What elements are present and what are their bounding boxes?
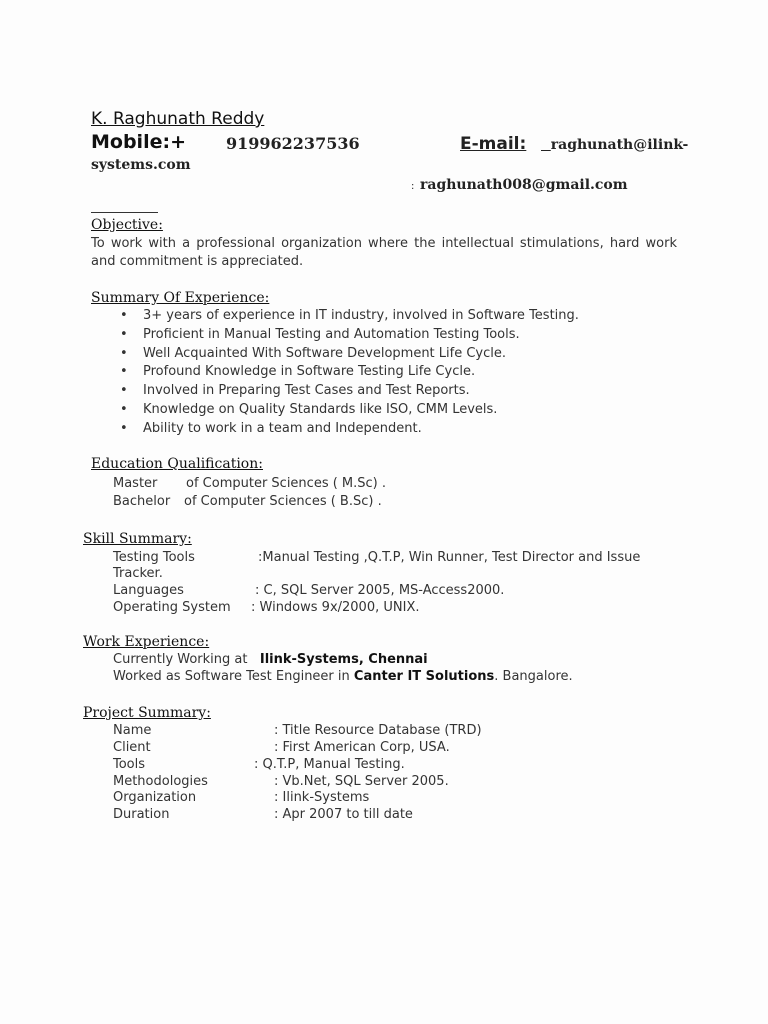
project-client-label: Client [113, 740, 151, 755]
header-divider [91, 212, 158, 213]
education-field-master: of Computer Sciences ( M.Sc) . [186, 476, 387, 491]
work-current: Currently Working at Ilink-Systems, Chennai [113, 652, 428, 667]
project-duration-value: : Apr 2007 to till date [274, 807, 413, 822]
email-secondary: raghunath008@gmail.com [420, 177, 628, 193]
work-heading: Work Experience: [83, 634, 210, 650]
list-item: • Involved in Preparing Test Cases and Test Reports. [120, 383, 470, 399]
project-duration-label: Duration [113, 807, 170, 822]
candidate-name: K. Raghunath Reddy [91, 109, 265, 129]
list-item: • Knowledge on Quality Standards like ISO, CMM Levels. [120, 401, 498, 417]
project-heading: Project Summary: [83, 705, 211, 721]
work-past: Worked as Software Test Engineer in Canter IT Solutions. Bangalore. [113, 669, 573, 684]
objective-text: To work with a professional organization where the intellectual stimulations, hard work and commitment is appreciated. [91, 236, 677, 269]
list-item: • Proficient in Manual Testing and Automation Testing Tools. [120, 326, 520, 342]
education-level-bachelor: Bachelor [113, 494, 171, 509]
email-secondary-colon: : [411, 181, 415, 192]
project-tools-label: Tools [113, 757, 146, 772]
list-item: • Ability to work in a team and Independent. [120, 420, 422, 436]
summary-list [120, 307, 579, 439]
bullet-icon: • [120, 420, 128, 436]
project-name-value: : Title Resource Database (TRD) [274, 723, 482, 738]
education-level-master: Master [113, 476, 158, 491]
work-current-company: Ilink-Systems, Chennai [259, 652, 428, 667]
project-name-label: Name [113, 723, 152, 738]
bullet-icon: • [120, 401, 128, 417]
mobile-number: 919962237536 [226, 134, 360, 153]
bullet-icon: • [120, 364, 128, 380]
email-primary [541, 137, 688, 153]
education-field-bachelor: of Computer Sciences ( B.Sc) . [184, 494, 382, 509]
email-label: E-mail: [460, 134, 527, 154]
skill-testing-tools-value-cont: Tracker. [113, 566, 163, 581]
bullet-icon: • [120, 308, 128, 323]
mobile-label: Mobile:+ [91, 131, 186, 153]
skill-os-value: : Windows 9x/2000, UNIX. [251, 600, 420, 615]
objective-heading: Objective: [91, 217, 163, 233]
list-item: • Profound Knowledge in Software Testing Life Cycle. [120, 364, 476, 380]
skill-os-label: Operating System [113, 600, 231, 615]
project-client-value: : First American Corp, USA. [274, 740, 450, 755]
summary-heading: Summary Of Experience: [91, 290, 270, 306]
project-methodologies-value: : Vb.Net, SQL Server 2005. [274, 774, 449, 789]
project-organization-label: Organization [113, 790, 197, 805]
list-item: • Well Acquainted With Software Development Life Cycle. [120, 345, 507, 361]
email-primary-part1: raghunath@ilink- [550, 137, 689, 153]
skill-languages-label: Languages [113, 583, 184, 598]
list-item: • 3+ years of experience in IT industry, involved in Software Testing. [120, 308, 579, 323]
skills-heading: Skill Summary: [83, 531, 192, 547]
skill-testing-tools-label: Testing Tools [113, 550, 195, 565]
bullet-icon: • [120, 383, 128, 399]
email-primary-part2: systems.com [91, 157, 191, 173]
project-organization-value: : Ilink-Systems [274, 790, 370, 805]
bullet-icon: • [120, 326, 128, 342]
work-past-company: Canter IT Solutions [353, 669, 495, 684]
education-heading: Education Qualification: [91, 456, 263, 472]
skill-languages-value: : C, SQL Server 2005, MS-Access2000. [255, 583, 505, 598]
skill-testing-tools-value: :Manual Testing ,Q.T.P, Win Runner, Test Director and Issue [258, 550, 641, 565]
bullet-icon: • [120, 345, 128, 361]
project-tools-value: : Q.T.P, Manual Testing. [254, 757, 405, 772]
project-methodologies-label: Methodologies [113, 774, 208, 789]
